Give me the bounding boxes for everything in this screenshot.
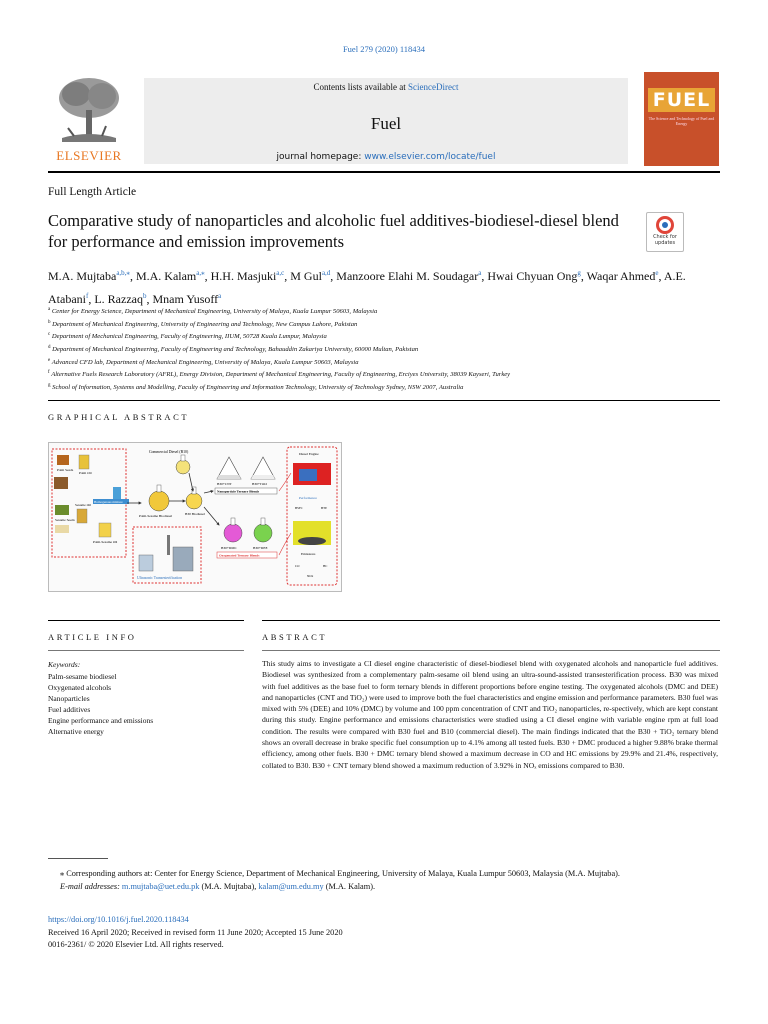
corresponding-author-note bbox=[48, 868, 718, 881]
oxy-blends-label: Oxygenated Ternary Blends bbox=[219, 553, 260, 558]
affiliation bbox=[48, 318, 720, 331]
abstract-sub-rule bbox=[262, 650, 720, 651]
palm-sesame-oil-label: Palm-Sesame Oil bbox=[93, 540, 118, 544]
author-name[interactable]: Hwai Chyuan Ong bbox=[487, 269, 578, 283]
article-info-sub-rule bbox=[48, 650, 244, 651]
sesame-seed-image bbox=[55, 525, 69, 533]
author-name[interactable]: Mnam Yusoff bbox=[152, 292, 219, 306]
affiliation-key: b bbox=[48, 319, 51, 325]
author-affiliation-marker[interactable]: e bbox=[655, 269, 659, 277]
affiliation bbox=[48, 343, 720, 356]
ultrasonic-label: Ultrasonic Transesterification bbox=[137, 576, 183, 580]
contents-prefix: Contents lists available at bbox=[313, 82, 408, 92]
elsevier-logo[interactable] bbox=[48, 72, 130, 166]
bsfc-label: BSFC bbox=[295, 506, 303, 510]
homepage-link[interactable]: www.elsevier.com/locate/fuel bbox=[364, 152, 496, 162]
affiliation-key: d bbox=[48, 345, 51, 351]
check-updates-label: Check for updates bbox=[653, 234, 677, 246]
b30-tio2-label: B30+TiO2 bbox=[252, 482, 268, 486]
article-title: Comparative study of nanoparticles and alcoholic fuel additives-biodiesel-diesel blend for performance and emission improvements bbox=[48, 211, 619, 251]
affiliation-key: g bbox=[48, 383, 51, 389]
keyword: Engine performance and emissions bbox=[48, 716, 154, 725]
biodiesel-flask bbox=[149, 491, 169, 511]
author-affiliation-marker[interactable]: f bbox=[86, 292, 89, 300]
author-affiliation-marker[interactable]: a bbox=[218, 292, 222, 300]
affiliation-key: c bbox=[48, 332, 51, 338]
dee-flask bbox=[254, 524, 272, 542]
commercial-diesel-label: Commercial Diesel (B10) bbox=[149, 450, 189, 454]
email-owner-mujtaba: (M.A. Mujtaba), bbox=[201, 881, 257, 891]
copyright: 0016-2361/ © 2020 Elsevier Ltd. All rights reserved. bbox=[48, 940, 224, 949]
affiliation-text: Alternative Fuels Research Laboratory (AFRL), Energy Division, Department of Mechanical Engineering, Faculty of Engineering, Erciyes University, 38039 Kayseri, Turkey bbox=[49, 371, 511, 379]
author-affiliation-marker[interactable]: a,b,⁎ bbox=[116, 269, 130, 277]
author-name[interactable]: M.A. Mujtaba bbox=[48, 269, 117, 283]
email-line bbox=[48, 881, 718, 894]
author-name[interactable]: Manzoore Elahi M. Soudagar bbox=[336, 269, 479, 283]
b30-dmc-label: B30+DMC bbox=[221, 546, 237, 550]
keyword: Fuel additives bbox=[48, 705, 91, 714]
palm-seeds-image bbox=[57, 455, 69, 465]
article-type: Full Length Article bbox=[48, 186, 137, 198]
homogenizer-image bbox=[113, 487, 121, 499]
keyword: Alternative energy bbox=[48, 727, 104, 736]
b30-flask bbox=[186, 493, 202, 509]
email-link-kalam[interactable]: kalam@um.edu.my bbox=[258, 881, 324, 891]
keyword: Palm-sesame biodiesel bbox=[48, 672, 117, 681]
abstract-top-rule bbox=[262, 620, 720, 621]
check-updates-icon bbox=[656, 216, 674, 234]
bte-label: BTE bbox=[321, 506, 328, 510]
doi-link[interactable]: https://doi.org/10.1016/j.fuel.2020.118434 bbox=[48, 915, 189, 924]
affiliation bbox=[48, 368, 720, 381]
contents-line bbox=[144, 82, 628, 92]
cover-title: FUEL bbox=[648, 88, 715, 112]
affiliation bbox=[48, 330, 720, 343]
article-info-top-rule bbox=[48, 620, 244, 621]
footnote-rule bbox=[48, 858, 108, 859]
diesel-engine-label: Diesel Engine bbox=[299, 452, 319, 456]
keywords-label: Keywords: bbox=[48, 660, 81, 669]
author-name[interactable]: L. Razzaq bbox=[94, 292, 143, 306]
homepage-line bbox=[144, 152, 628, 162]
journal-title: Fuel bbox=[370, 114, 402, 133]
author-name[interactable]: M Gul bbox=[290, 269, 322, 283]
palm-oil-label: Palm Oil bbox=[79, 471, 92, 475]
author-name[interactable]: M.A. Kalam bbox=[135, 269, 197, 283]
author-name[interactable]: A.E. Atabani bbox=[48, 269, 686, 306]
email-link-mujtaba[interactable]: m.mujtaba@uet.edu.pk bbox=[121, 881, 200, 891]
elsevier-tree-icon bbox=[54, 74, 124, 146]
affiliation-key: f bbox=[48, 370, 50, 376]
author-list: M.A. Mujtaba$^{a,b,⁎}$, M.A. Kalam$^{a,⁎}$, H.H. Masjuki$^{a,c}$, M Gul$^{a,d}$, Manzoore Elahi M. Soudagar$^a$, Hwai Chyuan Ong$^g$, Waqar Ahmed$^e$, A.E. Atabani$^f$, L. Razzaq$^b$, Mnam Yusoff$^a$ bbox=[48, 269, 686, 306]
dmc-flask bbox=[224, 524, 242, 542]
author-affiliation-marker[interactable]: a,⁎ bbox=[196, 269, 205, 277]
affiliation bbox=[48, 381, 720, 394]
author-name[interactable]: H.H. Masjuki bbox=[210, 269, 277, 283]
author-affiliation-marker[interactable]: b bbox=[142, 292, 147, 300]
palm-oil-image bbox=[79, 455, 89, 469]
header-divider bbox=[48, 171, 720, 173]
footnote-marker: ⁎ bbox=[60, 869, 65, 878]
journal-banner bbox=[144, 78, 628, 164]
author-affiliation-marker[interactable]: g bbox=[577, 269, 581, 277]
publication-info bbox=[48, 914, 343, 952]
email-owner-kalam: (M.A. Kalam). bbox=[325, 881, 376, 891]
received-dates: Received 16 April 2020; Received in revised form 11 June 2020; Accepted 15 June 2020 bbox=[48, 927, 343, 937]
commercial-diesel-flask bbox=[176, 460, 190, 474]
keyword: Nanoparticles bbox=[48, 694, 90, 703]
palm-fruit-image bbox=[54, 477, 68, 489]
emissions-label: Emissions bbox=[301, 552, 316, 556]
graphical-abstract-figure[interactable] bbox=[48, 442, 342, 592]
author-name[interactable]: Waqar Ahmed bbox=[586, 269, 656, 283]
b30-label: B30 Biodiesel bbox=[185, 512, 205, 516]
sesame-oil-image bbox=[77, 509, 87, 523]
cover-subtitle: The Science and Technology of Fuel and Energy bbox=[648, 116, 715, 126]
affiliation-text: School of Information, Systems and Modelling, Faculty of Engineering and Information Technology, University of Technology Sydney, NSW 2007, Australia bbox=[50, 384, 464, 392]
keyword-list bbox=[48, 671, 153, 737]
footnote bbox=[48, 868, 718, 893]
affiliation-text: Department of Mechanical Engineering, Faculty of Engineering, IIUM, 50728 Kuala Lumpur, Malaysia bbox=[50, 333, 327, 341]
author-affiliation-marker[interactable]: a,c bbox=[276, 269, 285, 277]
sesame-oil-label: Sesame Oil bbox=[75, 503, 92, 507]
author-affiliation-marker[interactable]: a,d bbox=[321, 269, 331, 277]
nano-blends-label: Nanoparticle Ternary Blends bbox=[217, 489, 260, 494]
publisher-name: ELSEVIER bbox=[56, 148, 122, 163]
sesame-plant-image bbox=[55, 505, 69, 515]
email-label: E-mail addresses: bbox=[60, 881, 120, 891]
affiliation-key: e bbox=[48, 357, 51, 363]
co-label: CO bbox=[295, 564, 300, 568]
hc-label: HC bbox=[323, 564, 328, 568]
affiliation-list bbox=[48, 305, 720, 394]
affiliation-text: Department of Mechanical Engineering, University of Engineering and Technology, New Campus Lahore, Pakistan bbox=[50, 320, 358, 328]
palm-sesame-oil-image bbox=[99, 523, 111, 537]
affiliation-text: Center for Energy Science, Department of Mechanical Engineering, University of Malaya, Kuala Lumpur 50603, Malaysia bbox=[50, 308, 378, 316]
keyword: Oxygenated alcohols bbox=[48, 683, 112, 692]
abstract-text: This study aims to investigate a CI diesel engine characteristic of diesel-biodiesel blend with oxygenated alcohols and nanoparticle fuel additives. Biodiesel was synthesized from a complementary palm-sesame oil blend using an ultra-sound-assisted transesterification process. B30 was mixed with fuel additives as the base fuel to form ternary blends in different proportions before engine testing. The oxygenated alcohols (DMC and DEE) and nanoparticles (CNT and TiO₂) were used to improve both the fuel characteristics and engine emission and performance parameters. B30 fuel was mixed with 5% (DEE) and 10% (DMC) by volume and 100 ppm concentration of CNT and TiO₂ nanoparticles, re-spectively, which are kept constant during this study. Engine performance and emissions characteristics were studied using a CI diesel engine with variable engine rpm at full load condition. The results were compared with B30 fuel and B10 (commercial diesel). The main findings indicated that the B30 + TiO₂ ternary blend shows an overall decrease in brake specific fuel consumption up to 4.1% among all tested fuels. B30 + DMC produced a higher 9.88% brake thermal efficiency, among other fuels. B30 + DMC ternary blend showed a maximum decrease in CO and HC emissions by 29.9% and 21.4%, respectively, collated to B30. B30 + CNT ternary blend showed a maximum reduction of 3.92% in NOₓ emissions compared to B30. bbox=[262, 659, 718, 770]
affiliation-text: Department of Mechanical Engineering, Faculty of Engineering and Technology, Bahauddin Zakariya University, 60000 Multan, Pakistan bbox=[50, 346, 419, 354]
sesame-seeds-label: Sesame Seeds bbox=[55, 518, 75, 522]
performance-label: Performance bbox=[299, 496, 317, 500]
journal-header bbox=[48, 72, 720, 166]
sciencedirect-link[interactable]: ScienceDirect bbox=[408, 82, 459, 92]
homepage-label: journal homepage: bbox=[276, 152, 365, 162]
affiliation bbox=[48, 356, 720, 369]
abstract-heading: ABSTRACT bbox=[262, 632, 328, 642]
affiliation bbox=[48, 305, 720, 318]
b30-cnt-label: B30+CNT bbox=[217, 482, 232, 486]
affiliation-key: a bbox=[48, 307, 51, 312]
journal-cover[interactable] bbox=[644, 72, 719, 166]
affiliation-text: Advanced CFD lab, Department of Mechanical Engineering, University of Malaya, Kuala Lumpur 50603, Malaysia bbox=[50, 358, 359, 366]
palm-sesame-biodiesel-label: Palm-Sesame Biodiesel bbox=[139, 514, 173, 518]
corresponding-text: Corresponding authors at: Center for Energy Science, Department of Mechanical Engineering, University of Malaya, Kuala Lumpur 50603, Malaysia (M.A. Mujtaba). bbox=[66, 869, 620, 878]
check-for-updates-button[interactable] bbox=[646, 212, 684, 252]
homogenous-label: Homogenous mixture bbox=[94, 500, 123, 504]
journal-citation[interactable]: Fuel 279 (2020) 118434 bbox=[342, 44, 426, 54]
graphical-abstract-heading: GRAPHICAL ABSTRACT bbox=[48, 412, 190, 422]
nox-label: NOx bbox=[307, 574, 314, 578]
article-info-heading: ARTICLE INFO bbox=[48, 632, 137, 642]
graphical-abstract-svg bbox=[49, 443, 341, 591]
palm-seeds-label: Palm Seeds bbox=[57, 468, 74, 472]
graphical-abstract-top-rule bbox=[48, 400, 720, 401]
author-affiliation-marker[interactable]: a bbox=[478, 269, 482, 277]
b30-dee-label: B30+DEE bbox=[253, 546, 268, 550]
